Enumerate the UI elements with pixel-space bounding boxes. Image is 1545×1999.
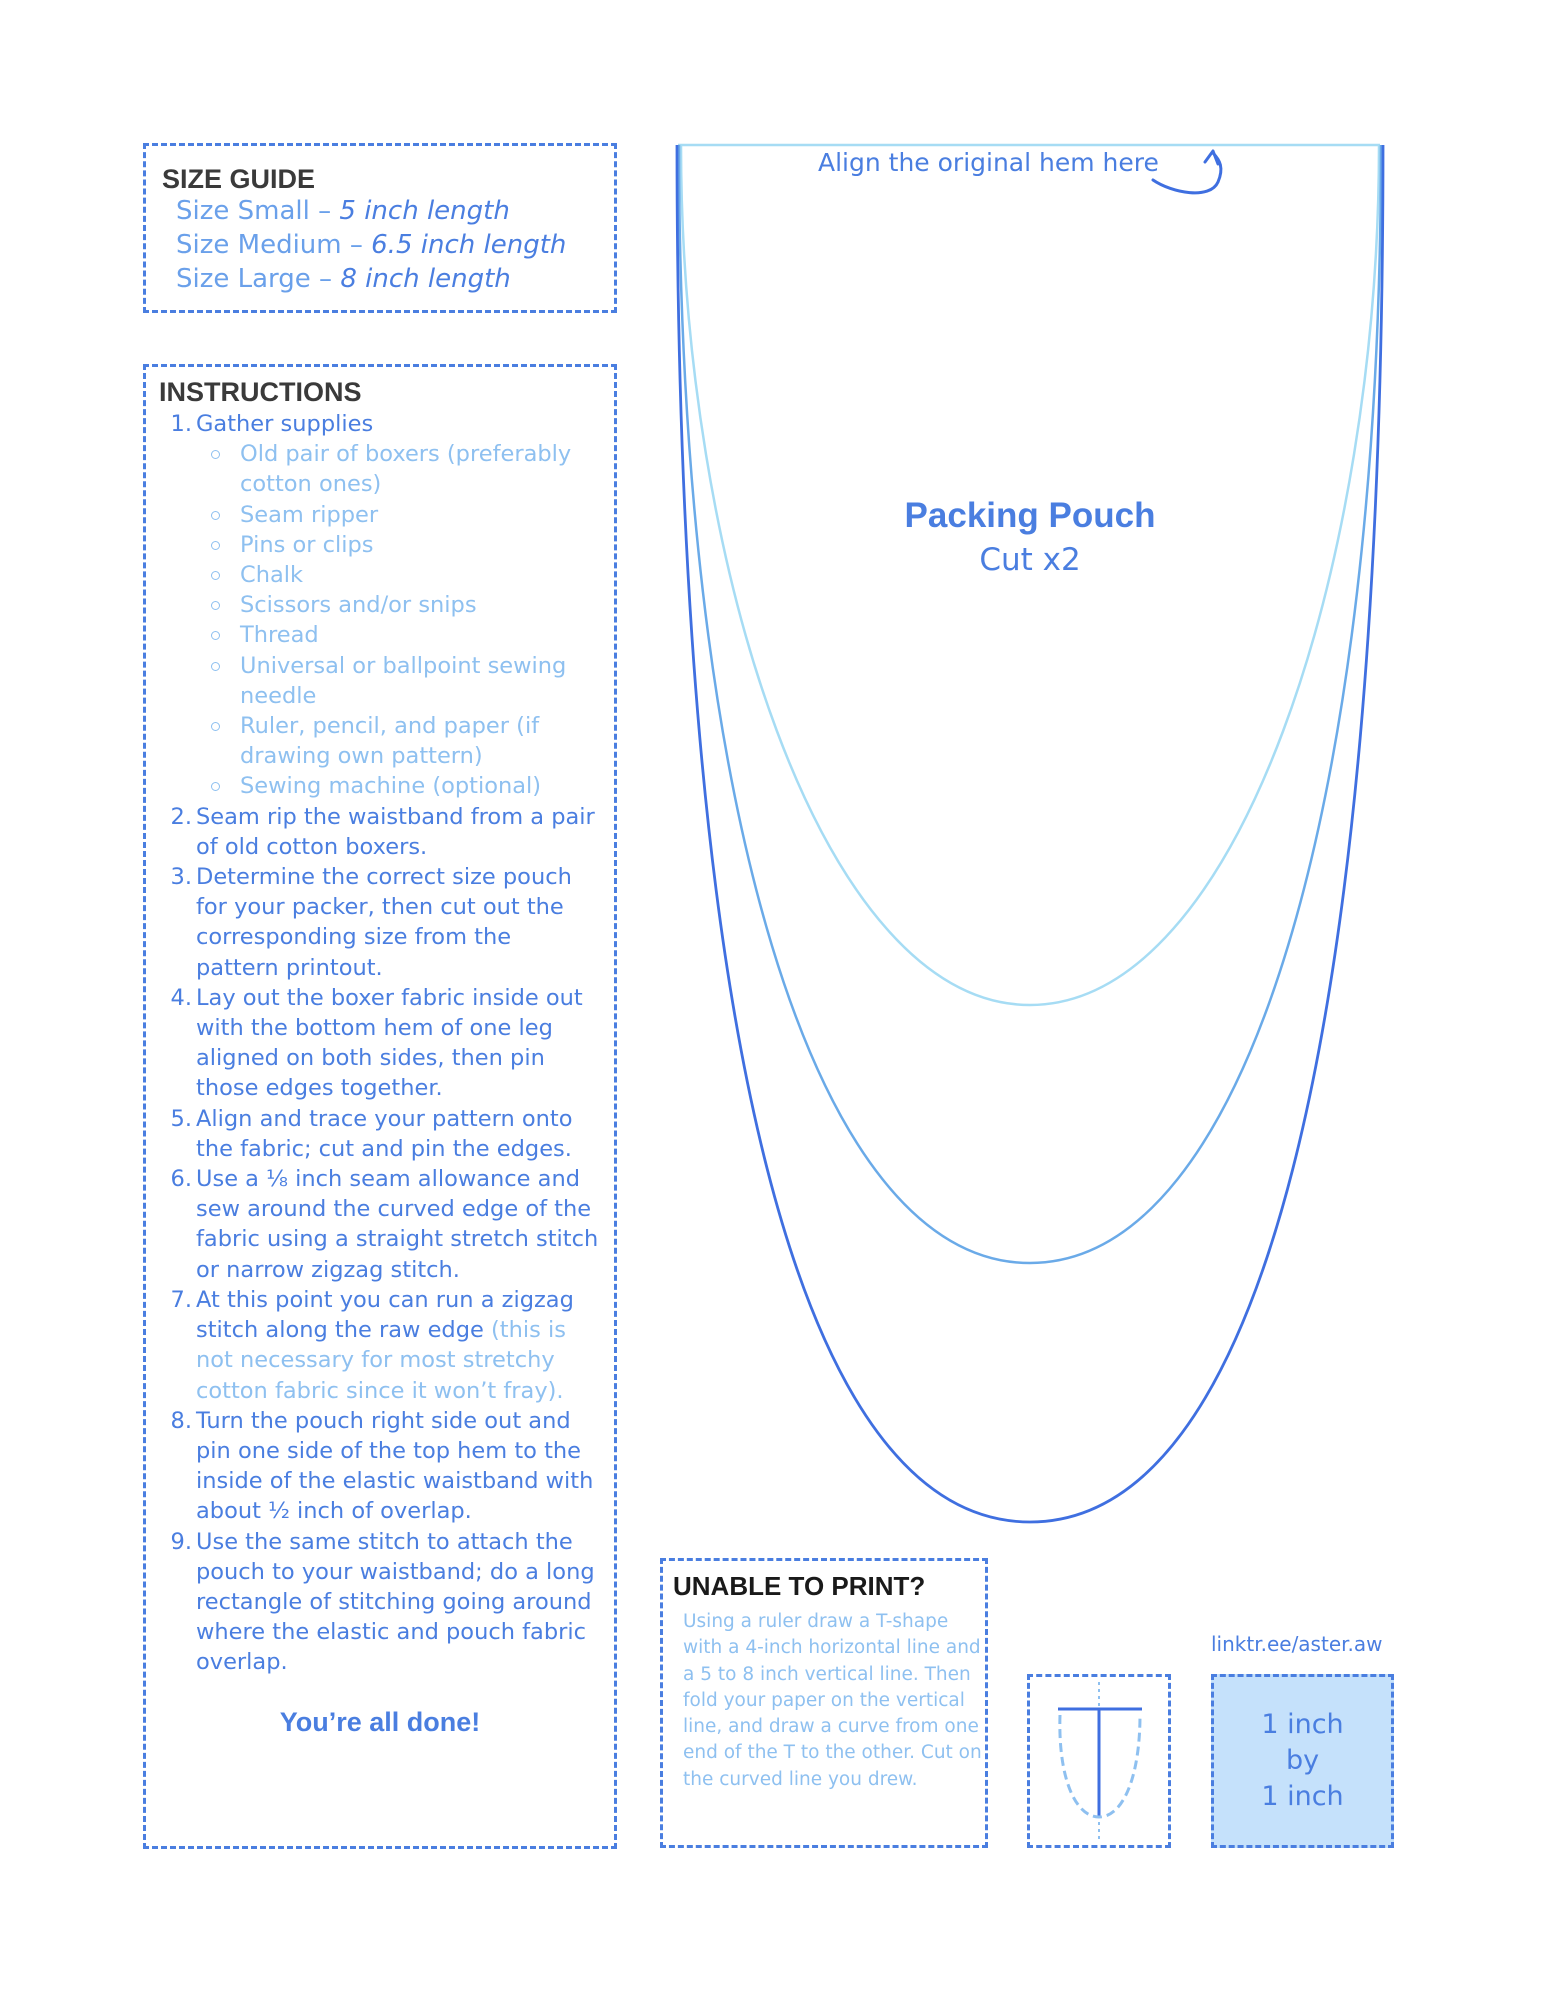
supply-item: Seam ripper <box>196 500 600 530</box>
instruction-step: 2. Seam rip the waistband from a pair of old cotton boxers. <box>170 803 595 860</box>
pattern-outline-medium <box>679 145 1381 1263</box>
unable-to-print-text: Using a ruler draw a T-shape with a 4-inch horizontal line and a 5 to 8 inch vertical line. Then fold your paper on the vertical line, and draw a curve from one end of the T to the other. Cut on the curved line you drew. <box>683 1611 982 1790</box>
size-medium-line: Size Medium – 6.5 inch length <box>176 230 567 260</box>
size-large-line: Size Large – 8 inch length <box>176 264 511 294</box>
one-inch-scale-box <box>1211 1674 1394 1848</box>
supply-item: Chalk <box>196 560 600 590</box>
scale-line-3: 1 inch <box>1261 1781 1344 1812</box>
size-small-length: 5 inch length <box>339 196 510 226</box>
t-shape-diagram-box <box>1027 1674 1171 1848</box>
instruction-step: 1. Gather supplies Old pair of boxers (preferably cotton ones) Seam ripper Pins or clips Chalk Scissors and/or snips Thread Universal or ballpoint sewing needle Ruler, pencil, and paper (if drawing own pattern) Sewing machine (optional) <box>160 409 600 802</box>
supply-item: Pins or clips <box>196 530 600 560</box>
instructions-title: INSTRUCTIONS <box>159 377 362 407</box>
scale-line-2: by <box>1285 1745 1320 1776</box>
pouch-title: Packing Pouch <box>904 496 1156 535</box>
supply-item: Sewing machine (optional) <box>196 771 600 801</box>
scale-line-1: 1 inch <box>1261 1709 1344 1740</box>
supply-item: Old pair of boxers (preferably cotton ones) <box>196 439 600 499</box>
hem-label: Align the original hem here <box>818 148 1159 177</box>
supply-item: Ruler, pencil, and paper (if drawing own pattern) <box>196 711 600 771</box>
curved-arrow-icon <box>1153 153 1221 193</box>
linktree-link[interactable]: linktr.ee/aster.aw <box>1211 1632 1383 1656</box>
size-guide-title: SIZE GUIDE <box>162 164 316 194</box>
arrowhead-icon <box>1205 151 1218 164</box>
supply-item: Thread <box>196 620 600 650</box>
done-message: You’re all done! <box>279 1707 481 1737</box>
unable-to-print-box <box>660 1558 988 1848</box>
unable-to-print-title: UNABLE TO PRINT? <box>673 1571 926 1601</box>
pattern-outline-large <box>677 145 1383 1522</box>
t-shape-diagram-icon <box>1030 1677 1168 1845</box>
instruction-step: 6. Use a ⅛ inch seam allowance and sew around the curved edge of the fabric using a straight stretch stitch or narrow zigzag stitch. <box>170 1166 599 1283</box>
instruction-step: 7. At this point you can run a zigzag stitch along the raw edge (this is not necessary for most stretchy cotton fabric since it won’t fray). <box>170 1286 574 1404</box>
size-large-length: 8 inch length <box>340 264 511 294</box>
pouch-cut-count: Cut x2 <box>979 542 1081 578</box>
instruction-step: 4. Lay out the boxer fabric inside out with the bottom hem of one leg aligned on both sides, then pin those edges together. <box>170 984 583 1102</box>
instruction-step: 5. Align and trace your pattern onto the fabric; cut and pin the edges. <box>170 1105 573 1162</box>
instruction-step: 8. Turn the pouch right side out and pin one side of the top hem to the inside of the elastic waistband with about ½ inch of overlap. <box>170 1407 594 1525</box>
size-medium-length: 6.5 inch length <box>371 230 567 260</box>
instruction-step: 3. Determine the correct size pouch for your packer, then cut out the corresponding size from the pattern printout. <box>170 864 572 981</box>
supply-item: Universal or ballpoint sewing needle <box>196 651 600 711</box>
supply-item: Scissors and/or snips <box>196 590 600 620</box>
size-small-line: Size Small – 5 inch length <box>176 196 510 226</box>
instruction-note: (this is not necessary for most stretchy cotton fabric since it won’t fray). <box>196 1317 566 1404</box>
instruction-step: 9. Use the same stitch to attach the pouch to your waistband; do a long rectangle of stitching going around where the elastic and pouch fabric overlap. <box>170 1528 595 1676</box>
